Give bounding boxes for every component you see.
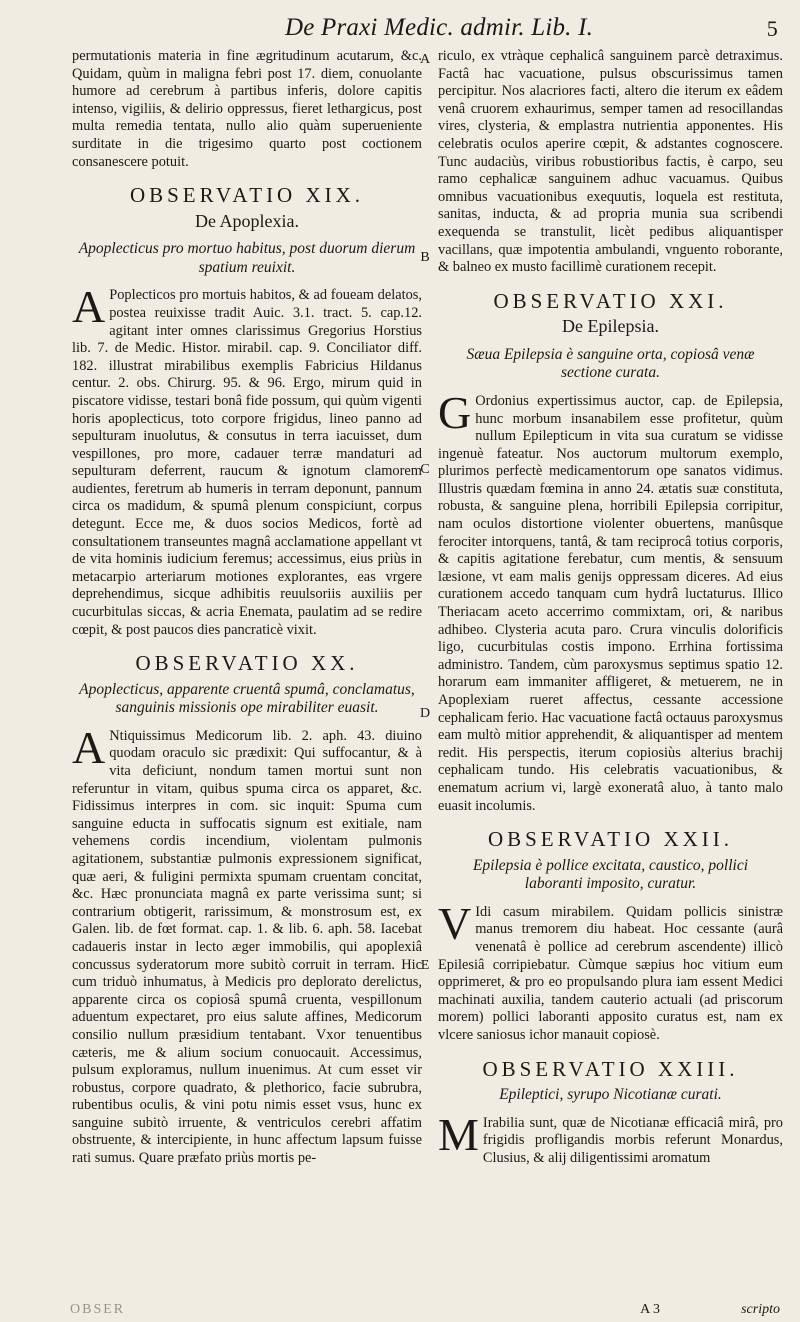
observation-22-summary: Epilepsia è pollice excitata, caustico, pollici laboranti imposito, curatur. <box>472 856 749 893</box>
margin-marker-a: A <box>419 52 431 67</box>
page-number: 5 <box>766 16 778 41</box>
margin-marker-c: C <box>420 462 430 477</box>
observation-20-title: OBSERVATIO XX. <box>135 651 359 676</box>
observation-19-title: OBSERVATIO XIX. <box>129 183 365 208</box>
dropcap: A <box>72 721 106 773</box>
observation-19-summary: Apoplecticus pro mortuo habitus, post duorum dierum spatium reuixit. <box>78 240 416 276</box>
observation-20-text: Ntiquissimus Medicorum lib. 2. aph. 43. diuino quodam oraculo sic prædixit: Qui suffocantur, & à vita deficiunt, nondum tamen mortui sunt non referuntur in vitam, quibus spuma circa os apparet, &c. Fidissimus interpres in com. sic inquit: Spuma cum sanguine educta in suffocatis signum est exitiale, nam vehemens cordis incendium, violentam pulmonis agitationem, substantiæ pulmonis expressionem significat, quæ aeri, & fuligini permixta spumam cruentam concitat, &c. Hæc pronunciata magnâ ex parte verissima sunt; si contrarium obtigerit, rarissimum, & monstrosum est, ex Galen. lib. de fœt format. cap. 1. & lib. 6. aph. 58. Iacebat cadaueris instar in lecto æger immobilis, qui apoplexiâ concussus syderatorum more subitò corruit in terram. Hic cum triduò inhumatus, à Medicis pro deplorato derelictus, apparente circa os copiosâ spumâ cruenta, vespillonum aduentum expectaret, pro eius salute affines, Medicorum consilio nullum præsidium tentabant. Vxor tenuentibus cæteris, me & alium socium conuocauit. Accessimus, pulsum exploramus, nullum inuenimus. At cum esset vir robustus, corpore quadrato, & plethorico, facie subrubra, rubentibus oculis, & vini potu nimis esset vsus, hunc ex sanguine subitò irruente, & ventriculos cerebri affatim obstruente, & intercipiente, in hunc affectum lapsum fuisse rati sumus. Quare præfato priùs mortis pe- <box>72 727 422 1167</box>
right-intro-text: riculo, ex vtràque cephalicâ sanguinem parcè detraximus. Factâ hac vacuatione, pulsus obscurissimus tamen percipitur. Nos alacriores facti, altero die iterum ex eâdem venâ cruorem exhaurimus, semper tamen ad resocillandas vires, clysteria, & emplastra nutrientia apponentes. His celebratis oculos aperire cœpit, & adstantes cognoscere. Tunc audaciùs, viribus robustioribus factis, è carpo, seu ramo cephalicæ sanguinem adhuc vacuamus. Quibus omnibus vacuationibus exequutis, loquela est restituta, sanitas, inducta, & ad propria munia sua scribendi exequenda se transtulit, licèt pedibus aliquantisper vacillans, quæ impotentia ambulandi, vnguento roborante, & balneo ex musto facillimè curationem recepit. <box>438 48 783 276</box>
running-header <box>285 14 786 44</box>
catchword: scripto <box>741 1302 780 1317</box>
left-column <box>72 48 422 1306</box>
dropcap: V <box>438 897 472 949</box>
bleed-through-text: OBSER <box>70 1302 126 1317</box>
observation-20-body <box>72 721 422 1168</box>
observation-19-subtitle: De Apoplexia. <box>195 210 299 231</box>
observation-23-body <box>438 1108 783 1168</box>
observation-22-text: Idi casum mirabilem. Quidam pollicis sinistræ manus tremorem diu habeat. Hoc cessante (aurâ venenatâ è pollice ad cerebrum ascendente) illicò Epilesiâ corripiebatur. Cùmque sæpius hoc vitium eum opprimeret, & pro eo propulsando plura iam essent Medici machinati auxilia, tandem cauterio actuali (ad priscorum morem) pollici laboranti apposito curatus est, nam ex vlcere saniosus ichor manauit copiosè. <box>438 903 783 1043</box>
dropcap: M <box>438 1108 479 1160</box>
observation-19-text: Poplecticos pro mortuis habitos, & ad foueam delatos, postea reuixisse tradit Auic. 3.1. tract. 5. cap.12. agitant inter omnes clarissimus Gregorius Horstius lib. 7. de Medic. Histor. mirabil. cap. 9. Conciliator diff. 182. illustrat mirabilibus exemplis Fabricius Hildanus centur. 2. obs. Chirurg. 95. & 96. Ergo, mirum quid in piscatore vidisse, testari bonâ fide possum, qui quùm vigenti horis apoplecticus, toto corpore frigidus, lineo panno ad sepulturam inuolutus, & consutus in terra iacuisset, dum vespillones, pro more, cadauer terræ mandaturi ad sepulturam deferrent, raucum & ignotum clamorem audientes, feretrum ab humeris in terram deponunt, pannum circa os madidum, & spumâ plenum conspiciunt, corpus detegunt. Ecce me, & duos socios Medicos, fortè ad consultationem transeuntes magnâ acclamatione appellant vt de vita hominis iudicium feremus; accessimus, eius priùs in metacarpio arteriarum motiones explorantes, eas vrgere deprehendimus, sicque adhibitis reuulsoriis auxiliis per cucurbitulas siccas, & acria Enemata, paulatim ad se redire cœpit, & post paucos dies pancraticè vixit. <box>72 287 422 638</box>
left-intro-text: permutationis materia in fine ægritudinum acutarum, &c. Quidam, quùm in maligna febri post 17. diem, conuolante humore ad cerebrum à partibus inferis, dolore capitis intenso, vigiliis, & delirio oppressus, fieret lethargicus, post multa remedia tentata, nullo alio quàm superueniente surditate in die trigesimo quarto post coctionem consanescere potuit. <box>72 48 422 170</box>
observation-22-body <box>438 897 783 1045</box>
observation-19-body <box>72 281 422 639</box>
observation-23-title: OBSERVATIO XXIII. <box>482 1056 739 1081</box>
running-title: De Praxi Medic. admir. Lib. I. <box>285 14 594 41</box>
dropcap: A <box>72 281 106 333</box>
observation-20-summary: Apoplecticus, apparente cruentâ spumâ, conclamatus, sanguinis missionis ope mirabiliter euasit. <box>79 680 415 717</box>
margin-marker-e: E <box>420 958 430 973</box>
margin-marker-b: B <box>420 250 430 265</box>
observation-21-body <box>438 386 783 815</box>
observation-23-summary: Epileptici, syrupo Nicotianæ curati. <box>499 1086 722 1104</box>
observation-22-title: OBSERVATIO XXII. <box>487 827 734 852</box>
observation-21-title: OBSERVATIO XXI. <box>493 288 728 313</box>
right-column <box>438 48 783 1306</box>
margin-marker-d: D <box>419 706 431 721</box>
observation-21-text: Ordonius expertissimus auctor, cap. de Epilepsia, hunc morbum insanabilem esse profitetur, quùm nullum Epilepticum in vita sua curatum se vidisse ingenuè fateatur. Nos auctorum multorum exemplo, plurimos perfectè medicamentorum ope sanatos vidimus. Illustris quædam fœmina in anno 24. ætatis suæ constituta, robusta, & sanguine plena, horribili Epilepsia corripitur, nam oculos distortione violenter obuertens, manûsque ferociter intorquens, tantâ, & tam reciprocâ totius corporis, & capitis agitatione ferebatur, cum mentis, & sensuum læsione, vt eam malis genijs oppressam diceres. Ad eius curationem accedo tanquam cum hydrâ luctaturus. Illico Theriacam aceto accerrimo commixtam, ori, & naribus adhibeo. Clysteria acuta paro. Crura vinculis dolorificis ligo, cucurbitulas costis impono. Errhina fortissima administro. Tandem, cùm paroxysmus septimus spatio 12. horarum eam immaniter affligeret, & metuerem, ne in Apoplexiam rueret affectus, cessante accessione cephalicam ferio. Hac vacuatione factâ octauus paroxysmus eam multò mitior apprehendit, & aliquantisper ad mentem redit. His perspectis, iterum copiosiùs alterius brachij cephalicam tundo. His celebratis vacuationibus, & enematum acrium vi, largè exoneratâ aluo, à tanto malo euasit incolumis. <box>438 392 783 814</box>
signature-mark: A 3 <box>640 1302 660 1317</box>
dropcap: G <box>438 386 472 438</box>
observation-21-subtitle: De Epilepsia. <box>562 316 659 337</box>
observation-23-text: Irabilia sunt, quæ de Nicotianæ efficaciâ mirâ, pro frigidis profligandis morbis referunt Monardus, Clusius, & alij diligentissimi aromatum <box>482 1114 783 1166</box>
observation-21-summary: Sæua Epilepsia è sanguine orta, copiosâ venæ sectione curata. <box>466 345 755 382</box>
